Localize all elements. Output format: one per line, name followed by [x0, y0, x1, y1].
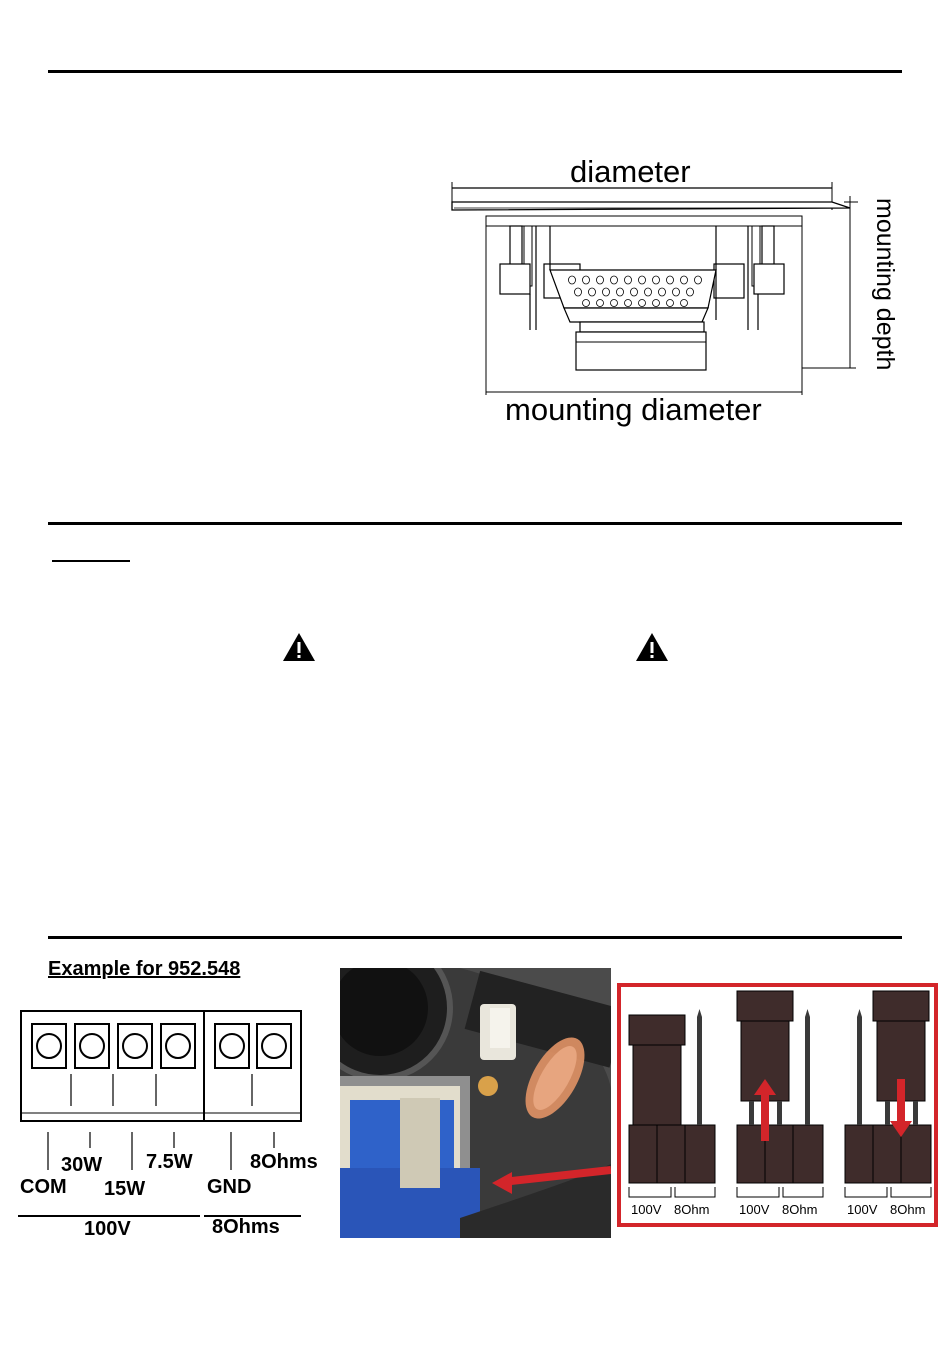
warning-icon	[635, 632, 669, 662]
jumper-diagram	[617, 983, 938, 1227]
tap-30w-label: 30W	[61, 1154, 103, 1176]
diameter-label: diameter	[570, 154, 691, 189]
jumper-panel-1-100v-label: 100V	[631, 1202, 662, 1217]
tap-8ohms-label: 8Ohms	[250, 1151, 318, 1173]
tap-15w-label: 15W	[104, 1178, 146, 1200]
section-rule-top	[48, 70, 902, 73]
section-rule-bottom	[48, 936, 902, 939]
mounting-depth-label: mounting depth	[871, 198, 899, 371]
warning-icon	[282, 632, 316, 662]
group-100v-label: 100V	[84, 1218, 131, 1240]
jumper-panel-1-8ohm-label: 8Ohm	[674, 1202, 710, 1217]
group-8ohms-label: 8Ohms	[212, 1216, 280, 1238]
tap-7-5w-label: 7.5W	[146, 1151, 193, 1173]
tap-com-label: COM	[20, 1176, 67, 1198]
mounting-diameter-label: mounting diameter	[505, 392, 762, 427]
heading-underline	[52, 560, 130, 562]
jumper-panel-3-8ohm-label: 8Ohm	[890, 1202, 926, 1217]
jumper-panel-3-100v-label: 100V	[847, 1202, 878, 1217]
jumper-panel-2-8ohm-label: 8Ohm	[782, 1202, 818, 1217]
transformer-photo	[340, 968, 611, 1238]
tap-gnd-label: GND	[207, 1176, 252, 1198]
jumper-panel-2-100v-label: 100V	[739, 1202, 770, 1217]
example-title: Example for 952.548	[48, 958, 241, 980]
section-rule-middle	[48, 522, 902, 525]
speaker-dimension-drawing	[440, 180, 870, 400]
